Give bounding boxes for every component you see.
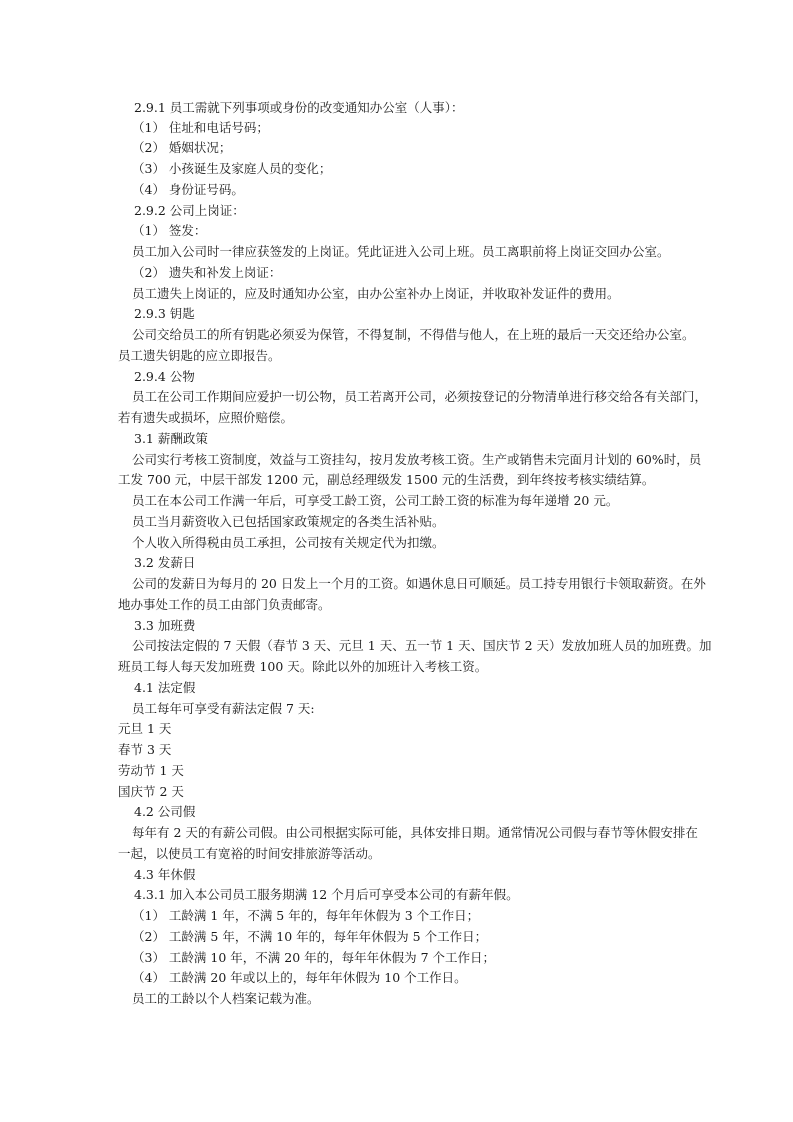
paragraph-line: 个人收入所得税由员工承担，公司按有关规定代为扣缴。 xyxy=(132,535,445,550)
heading-3-3: 3.3 加班费 xyxy=(134,618,196,633)
paragraph-line: 若有遗失或损坏，应照价赔偿。 xyxy=(118,410,294,425)
paragraph-line: 员工遗失钥匙的应立即报告。 xyxy=(118,348,281,363)
list-item: （3） 小孩诞生及家庭人员的变化； xyxy=(132,161,332,176)
paragraph-line: 员工当月薪资收入已包括国家政策规定的各类生活补贴。 xyxy=(132,514,445,529)
list-item: （2） 工龄满 5 年，不满 10 年的，每年年休假为 5 个工作日； xyxy=(132,929,488,944)
heading-4-1: 4.1 法定假 xyxy=(134,680,196,695)
paragraph-line: 公司按法定假的 7 天假（春节 3 天、元旦 1 天、五一节 1 天、国庆节 2 天）发放加班人员的加班费。加 xyxy=(132,638,712,653)
heading-2-9-2: 2.9.2 公司上岗证： xyxy=(134,203,245,218)
paragraph-line: 员工遗失上岗证的，应及时通知办公室，由办公室补办上岗证，并收取补发证件的费用。 xyxy=(132,286,620,301)
paragraph-line: 员工加入公司时一律应获签发的上岗证。凭此证进入公司上班。员工离职前将上岗证交回办公室。 xyxy=(132,244,670,259)
paragraph-line: 员工每年可享受有薪法定假 7 天: xyxy=(132,701,315,716)
heading-2-9-4: 2.9.4 公物 xyxy=(134,369,195,384)
paragraph-line: 一起，以使员工有宽裕的时间安排旅游等活动。 xyxy=(118,846,381,861)
heading-3-2: 3.2 发薪日 xyxy=(134,555,196,570)
paragraph-line: 每年有 2 天的有薪公司假。由公司根据实际可能，具体安排日期。通常情况公司假与春节等休假安排在 xyxy=(132,825,698,840)
list-item: （4） 身份证号码。 xyxy=(132,182,244,197)
paragraph-line: 员工在本公司工作满一年后，可享受工龄工资，公司工龄工资的标准为每年递增 20 元。 xyxy=(132,493,619,508)
heading-4-2: 4.2 公司假 xyxy=(134,804,196,819)
holiday-item: 国庆节 2 天 xyxy=(118,784,184,799)
list-item: （2） 遗失和补发上岗证： xyxy=(132,265,282,280)
list-item: （2） 婚姻状况； xyxy=(132,140,232,155)
heading-4-3-1: 4.3.1 加入本公司员工服务期满 12 个月后可享受本公司的有薪年假。 xyxy=(134,887,519,902)
paragraph-line: 公司交给员工的所有钥匙必须妥为保管，不得复制，不得借与他人，在上班的最后一天交还给办公室。 xyxy=(132,327,695,342)
list-item: （1） 住址和电话号码； xyxy=(132,120,269,135)
paragraph-line: 员工在公司工作期间应爱护一切公物，员工若离开公司，必须按登记的分物清单进行移交给各有关部门， xyxy=(132,389,708,404)
paragraph-line: 地办事处工作的员工由部门负责邮寄。 xyxy=(118,597,331,612)
holiday-item: 劳动节 1 天 xyxy=(118,763,184,778)
paragraph-line: 班员工每人每天发加班费 100 天。除此以外的加班计入考核工资。 xyxy=(118,659,488,674)
heading-3-1: 3.1 薪酬政策 xyxy=(134,431,208,446)
list-item: （4） 工龄满 20 年或以上的，每年年休假为 10 个工作日。 xyxy=(132,970,467,985)
list-item: （3） 工龄满 10 年，不满 20 年的，每年年休假为 7 个工作日； xyxy=(132,950,496,965)
paragraph-line: 公司实行考核工资制度，效益与工资挂勾，按月发放考核工资。生产或销售未完面月计划的 60%时，员 xyxy=(132,452,702,467)
holiday-item: 元旦 1 天 xyxy=(118,721,172,736)
heading-2-9-1: 2.9.1 员工需就下列事项或身份的改变通知办公室（人事）： xyxy=(134,100,464,115)
paragraph-line: 公司的发薪日为每月的 20 日发上一个月的工资。如遇休息日可顺延。员工持专用银行卡领取薪资。在外 xyxy=(132,576,706,591)
list-item: （1） 签发： xyxy=(132,223,207,238)
holiday-item: 春节 3 天 xyxy=(118,742,172,757)
paragraph-line: 员工的工龄以个人档案记载为准。 xyxy=(132,991,320,1006)
paragraph-line: 工发 700 元，中层干部发 1200 元，副总经理级发 1500 元的生活费，到年终按考核实绩结算。 xyxy=(118,472,655,487)
heading-2-9-3: 2.9.3 钥匙 xyxy=(134,306,195,321)
heading-4-3: 4.3 年休假 xyxy=(134,867,196,882)
list-item: （1） 工龄满 1 年，不满 5 年的，每年年休假为 3 个工作日； xyxy=(132,908,480,923)
